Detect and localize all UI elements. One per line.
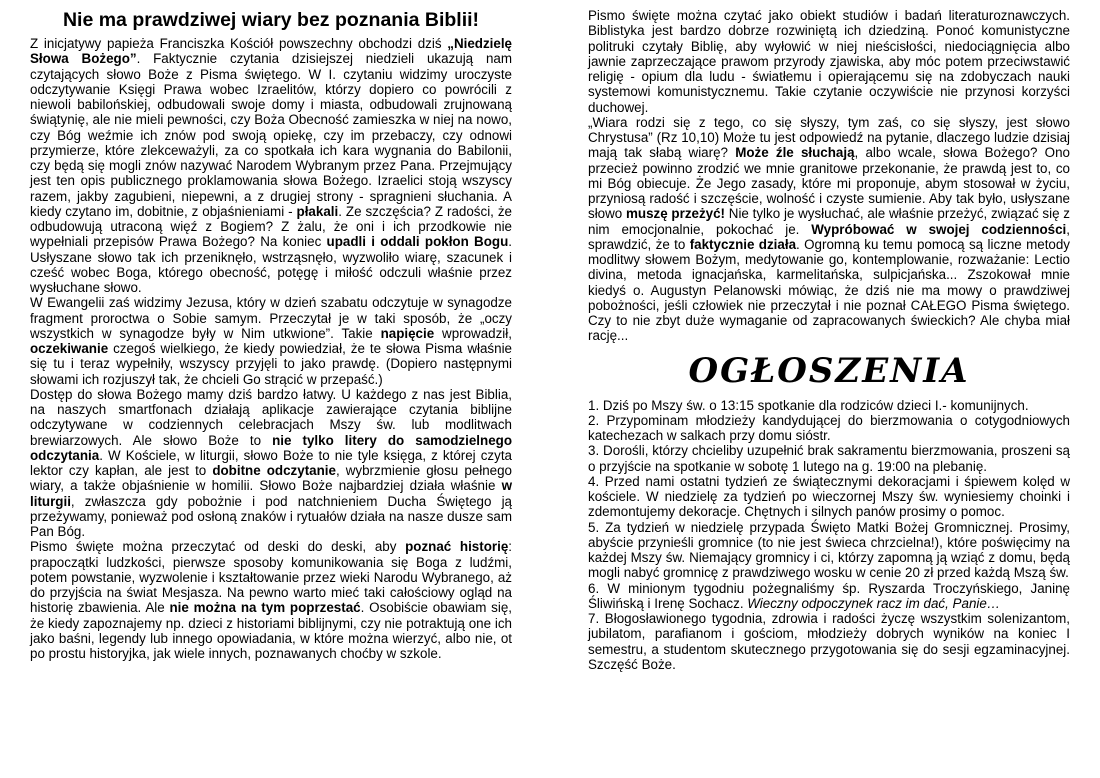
bold-text: nie tylko litery do samodzielnego odczytania — [30, 432, 513, 463]
announcement-item — [588, 581, 1070, 612]
text-run: . Ogromną ku temu pomocą są liczne metody modlitwy słowem Bożym, medytowanie go, kontemplowanie, rozważanie: Lectio divina, metoda ignacjańska, karmelitańska, sulpicjańska... Zszokował mnie kiedyś o. Augustyn Pelanowski mówiąc, że dziś nie ma mowy o prawdziwej pobożności, jeśli człowiek nie przeczytał i nie poznał CAŁEGO Pisma świętego. Czy to nie zbyt duże wymaganie od zapracowanych świeckich? Ale chyba miał rację... — [588, 236, 1071, 344]
italic-text: Wieczny odpoczynek racz im dać, Panie… — [747, 595, 1001, 611]
paragraph — [30, 295, 512, 387]
text-run: , wybrzmienie głosu pełnego wiary, a także objaśnienie w homilii. Słowo Boże najbardziej działa właśnie — [30, 463, 512, 494]
paragraph — [30, 387, 512, 540]
text-run: 4. Przed nami ostatni tydzień ze świątecznymi dekoracjami i śpiewem kolęd w kościele. W niedzielę za tydzień po wieczornej Mszy św. wyniesiemy choinki i zdemontujemy dekoracje. Chętnych i silnych panów prosimy o pomoc. — [588, 473, 1070, 520]
text-run: 5. Za tydzień w niedzielę przypada Święto Matki Bożej Gromnicznej. Prosimy, abyście przynieśli gromnice (to nie jest świeca chrzcielna!), które poświęcimy na każdej Mszy św. Niemający gromnicy i ci, którzy zapomną ją wziąć z domu, będą mogli nabyć gromnicę z prawdziwego wosku w cenie 20 zł przed każdą Mszą św. — [588, 519, 1070, 581]
text-run: . Faktycznie czytania dzisiejszej niedzieli ukazują nam czytających słowo Boże z Pisma świętego. W I. czytaniu widzimy uroczyste odczytywanie Księgi Prawa wobec Izraelitów, którzy dopiero co powrócili z niewoli babilońskiej, odbudowali swoje domy i miasta, odbudowali zrujnowaną świątynię, ale nie mieli pewności, czy Boża Obecność zamieszka w niej na nowo, czy Bóg weźmie ich znów pod swoją opiekę, czy im przebaczy, czy odnowi przymierze, które zlekceważyli, za co spotkała ich kara wygnania do Babilonii, czy będą się mogli znów nazywać Narodem Wybranym przez Pana. Przejmujący jest ten opis publicznego proklamowania słowa Bożego. Izraelici stoją wszyscy razem, jakby zagubieni, niepewni, a z drugiej strony - spragnieni słuchania. A kiedy czytano im, dobitnie, z objaśnieniami - — [30, 51, 512, 219]
text-run: , zwłaszcza gdy pobożnie i pod natchnieniem Ducha Świętego ją przeżywamy, ponieważ pod osłoną znaków i rytuałów działa na nasze dusze sam Pan Bóg. — [30, 493, 512, 539]
right-column — [588, 8, 1070, 672]
bold-text: Może źle słuchają — [735, 145, 855, 161]
text-run: Pismo święte można przeczytać od deski do deski, aby — [30, 539, 406, 555]
text-run: wprowadził, — [434, 325, 512, 341]
text-run: Pismo święte można czytać jako obiekt studiów i badań literaturoznawczych. Biblistyka jest bardzo dobrze rozwiniętą ich dziedziną. Ponoć komunistyczne politruki czytały Biblię, aby wyłowić w niej nieścisłości, niedociągnięcia albo jawnie zaprzeczające prawom przyrody zjawiska, aby móc potem przeciwstawić religię - opium dla ludu - światłemu i opierającemu się na zdobyczach nauki systemowi komunistycznemu. Takie czytanie oczywiście nie przynosi korzyści duchowej. — [588, 8, 1070, 115]
text-run: . W Kościele, w liturgii, słowo Boże to nie tyle księga, z której czyta lektor czy kapłan, ale jest to — [30, 447, 512, 478]
bold-text: Wypróbować w swojej codzienności — [811, 221, 1067, 237]
text-run: 6. W minionym tygodniu pożegnaliśmy śp. Ryszarda Troczyńskiego, Janinę Śliwińską i Irenę Sochacz. — [588, 580, 1070, 611]
text-run: . Ze szczęścia? Z radości, że odbudowują utraconą więź z Bogiem? Z żalu, że oni i ich przodkowie nie wypełniali przepisów Prawa Bożego? Na koniec — [30, 203, 512, 250]
text-run: 3. Dorośli, którzy chcieliby uzupełnić brak sakramentu bierzmowania, proszeni są o przyjście na spotkanie w sobotę 1 lutego na g. 19:00 na plebanię. — [588, 443, 1070, 474]
text-run: . Usłyszane słowo tak ich przeniknęło, wstrząsnęło, wyzwoliło wiarę, szacunek i cześć wobec Boga, którego obecność, potęgę i miłość odczuli właśnie przez wysłuchane słowo. — [30, 234, 512, 295]
announcement-item — [588, 398, 1070, 413]
announcement-item — [588, 413, 1070, 444]
announcement-item — [588, 443, 1070, 474]
text-run: 7. Błogosławionego tygodnia, zdrowia i radości życzę wszystkim solenizantom, jubilatom, parafianom i gościom, młodzieży dobrych wyników na koniec I semestru, a studentom skutecznego przygotowania się do sesji egzaminacyjnej. Szczęść Boże. — [588, 611, 1070, 672]
paragraph — [30, 539, 512, 661]
text-run: , sprawdzić, że to — [588, 221, 1070, 252]
text-run: czegoś wielkiego, że kiedy powiedział, że te słowa Pisma właśnie się tu i teraz wypełniły, wszyscy przyjęli to jako prawdę. (Dopiero następnymi słowami ich rozjuszył tak, że chcieli Go strącić w przepaść.) — [30, 341, 512, 387]
announcements-heading: OGŁOSZENIA — [688, 350, 970, 391]
text-run: . Osobiście obawiam się, że kiedy zapoznajemy np. dzieci z historiami biblijnymi, czy nie potraktują one ich jako baśni, legendy lub innego opowiadania, w które można wierzyć, albo nie, ot po prostu historyjka, jak wiele innych, poznawanych choćby w szkole. — [30, 600, 512, 661]
text-run: W Ewangelii zaś widzimy Jezusa, który w dzień szabatu odczytuje w synagodze fragment proroctwa o Sobie samym. Przeczytał je w taki sposób, że „oczy wszystkich w synagodze były w Nim utkwione”. Takie — [30, 295, 512, 341]
paragraph — [588, 115, 1070, 344]
bold-text: płakali — [296, 203, 339, 219]
announcement-item — [588, 474, 1070, 520]
text-run: 1. Dziś po Mszy św. o 13:15 spotkanie dla rodziców dzieci I.- komunijnych. — [588, 397, 1029, 413]
bold-text: napięcie — [380, 325, 435, 341]
bold-text: upadli i oddali pokłon Bogu — [326, 234, 509, 250]
text-run: Z inicjatywy papieża Franciszka Kościół powszechny obchodzi dziś — [30, 36, 448, 51]
bold-text: oczekiwanie — [30, 341, 109, 356]
bold-text: poznać historię — [405, 539, 509, 555]
announcement-item — [588, 611, 1070, 672]
left-column — [30, 8, 512, 661]
text-run: : prapoczątki ludzkości, pierwsze sposoby komunikowania się Boga z ludźmi, potem powstanie, wyzwolenie i kształtowanie przez wieki Narodu Wybranego, aż do przyjścia na świat Mesjasza. Na pewno warto mieć taki całościowy ogląd na historię zbawienia. Ale — [30, 539, 513, 616]
text-run: , albo wcale, słowa Bożego? Ono przecież powinno zrodzić we mnie granitowe przekonanie, że prawdą jest to, co mi Bóg obiecuje. Że Jego zasady, które mi proponuje, abym stosował w życiu, przyniosą radość i szczęście, wolność i czyste sumienie. Aby tak było, usłyszane słowo — [588, 145, 1070, 222]
bold-text: dobitne odczytanie — [212, 463, 336, 478]
bold-text: faktycznie działa — [689, 236, 797, 252]
text-run: Nie tylko je wysłuchać, ale właśnie przeżyć, związać się z nim emocjonalnie, pokochać je. — [588, 206, 1070, 237]
article-title: Nie ma prawdziwej wiary bez poznania Biblii! — [62, 9, 480, 31]
text-run: 2. Przypominam młodzieży kandydującej do bierzmowania o cotygodniowych katechezach w salkach przy domu sióstr. — [588, 412, 1070, 443]
bold-text: nie można na tym poprzestać — [169, 600, 361, 616]
text-run: „Wiara rodzi się z tego, co się słyszy, tym zaś, co się słyszy, jest słowo Chrystusa” (Rz 10,10) Może tu jest odpowiedź na pytanie, dlaczego ludzie dzisiaj mają tak słabą wiarę? — [588, 114, 1070, 161]
bold-text: muszę przeżyć! — [626, 206, 726, 222]
text-run: Dostęp do słowa Bożego mamy dziś bardzo łatwy. U każdego z nas jest Biblia, na naszych smartfonach działają aplikacje zawierające czytania biblijne odczytywane w codziennych celebracjach Mszy św. lub modlitwach brewiarzowych. Ale słowo Boże to — [30, 386, 512, 448]
bold-text: „Niedzielę Słowa Bożego” — [30, 36, 512, 67]
paragraph — [588, 8, 1070, 115]
announcement-item — [588, 520, 1070, 581]
paragraph — [30, 36, 512, 295]
bold-text: w liturgii — [30, 478, 512, 509]
